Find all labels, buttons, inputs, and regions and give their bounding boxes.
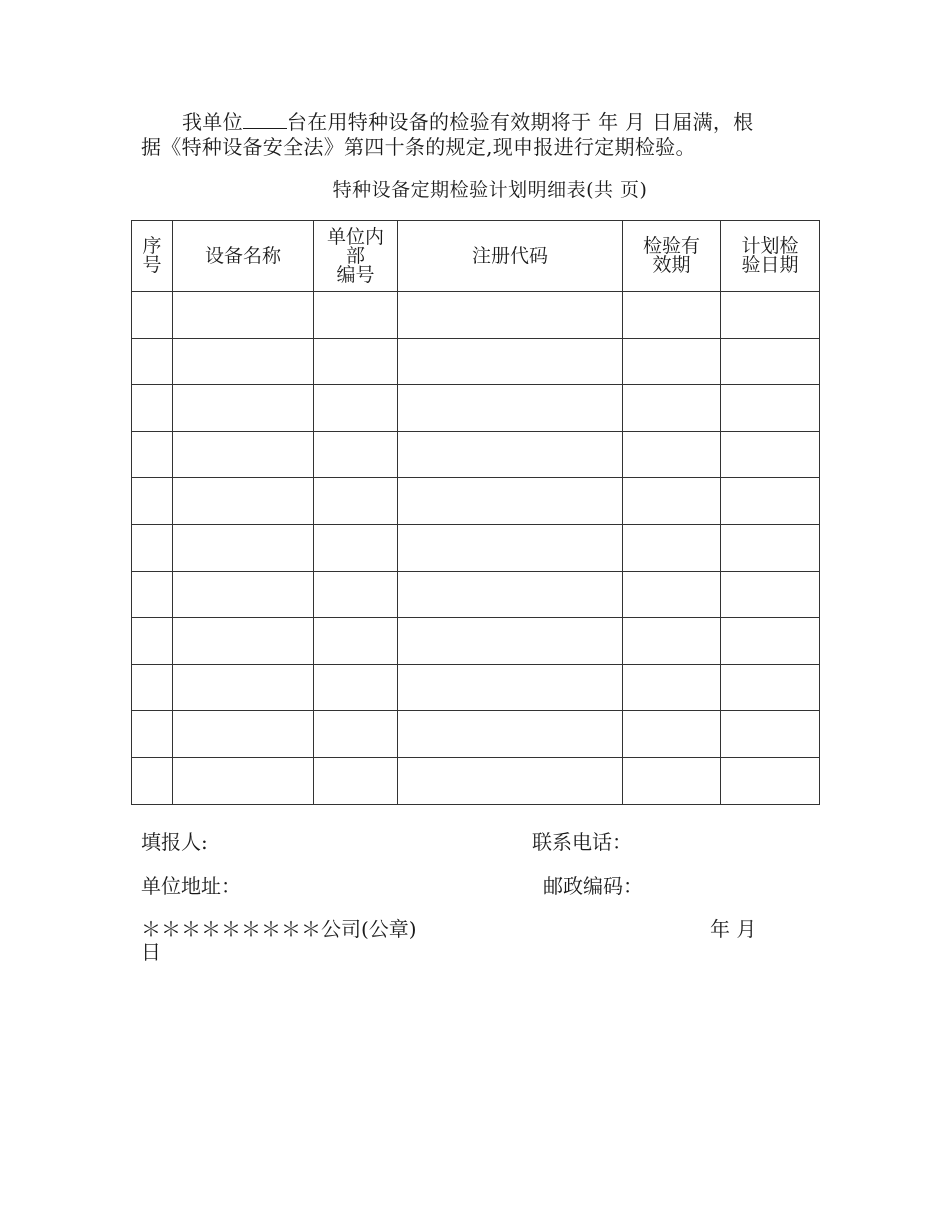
intro-line-1 xyxy=(141,110,811,135)
cell-internal-number[interactable] xyxy=(314,664,398,711)
header-line: 编号 xyxy=(336,263,375,286)
cell-planned-date[interactable] xyxy=(721,618,820,665)
table-row xyxy=(132,524,820,571)
unit-count-blank[interactable] xyxy=(243,110,287,129)
cell-internal-number[interactable] xyxy=(314,292,398,339)
cell-planned-date[interactable] xyxy=(721,338,820,385)
cell-planned-date[interactable] xyxy=(721,478,820,525)
cell-equipment-name[interactable] xyxy=(173,385,314,432)
cell-equipment-name[interactable] xyxy=(173,571,314,618)
cell-equipment-name[interactable] xyxy=(173,292,314,339)
header-line: 检验有 xyxy=(642,235,700,257)
cell-planned-date[interactable] xyxy=(721,664,820,711)
cell-planned-date[interactable] xyxy=(721,524,820,571)
cell-registration-code[interactable] xyxy=(398,524,623,571)
cell-registration-code[interactable] xyxy=(398,338,623,385)
cell-equipment-name[interactable] xyxy=(173,757,314,804)
table-row xyxy=(132,478,820,525)
header-line: 单位内 xyxy=(326,225,384,248)
table-row xyxy=(132,757,820,804)
cell-planned-date[interactable] xyxy=(721,571,820,618)
cell-planned-date[interactable] xyxy=(721,431,820,478)
table-row xyxy=(132,292,820,339)
table-row xyxy=(132,711,820,758)
cell-validity[interactable] xyxy=(623,711,721,758)
date-year-month-label: 年 月 xyxy=(710,917,757,941)
cell-validity[interactable] xyxy=(623,292,721,339)
table-title: 特种设备定期检验计划明细表(共 页) xyxy=(332,179,648,201)
cell-registration-code[interactable] xyxy=(398,292,623,339)
cell-internal-number[interactable] xyxy=(314,571,398,618)
cell-planned-date[interactable] xyxy=(721,385,820,432)
header-line: 序 xyxy=(142,235,162,257)
cell-equipment-name[interactable] xyxy=(173,524,314,571)
cell-registration-code[interactable] xyxy=(398,757,623,804)
cell-serial[interactable] xyxy=(132,571,173,618)
cell-validity[interactable] xyxy=(623,338,721,385)
col-header-equipment-name xyxy=(173,221,314,292)
cell-registration-code[interactable] xyxy=(398,664,623,711)
intro-line-1-prefix: 我单位 xyxy=(182,110,243,134)
cell-validity[interactable] xyxy=(623,478,721,525)
phone-label: 联系电话： xyxy=(532,830,632,854)
cell-registration-code[interactable] xyxy=(398,571,623,618)
cell-validity[interactable] xyxy=(623,571,721,618)
cell-equipment-name[interactable] xyxy=(173,618,314,665)
cell-internal-number[interactable] xyxy=(314,385,398,432)
header-line: 号 xyxy=(142,254,162,276)
header-line: 验日期 xyxy=(741,254,799,276)
cell-validity[interactable] xyxy=(623,664,721,711)
intro-line-2: 据《特种设备安全法》第四十条的规定,现申报进行定期检验。 xyxy=(141,135,696,159)
cell-validity[interactable] xyxy=(623,385,721,432)
col-header-planned-date xyxy=(721,221,820,292)
cell-equipment-name[interactable] xyxy=(173,664,314,711)
cell-serial[interactable] xyxy=(132,338,173,385)
cell-validity[interactable] xyxy=(623,524,721,571)
cell-registration-code[interactable] xyxy=(398,385,623,432)
intro-line-1-suffix: 台在用特种设备的检验有效期将于 年 月 日届满，根 xyxy=(286,110,754,134)
cell-internal-number[interactable] xyxy=(314,478,398,525)
cell-validity[interactable] xyxy=(623,431,721,478)
cell-serial[interactable] xyxy=(132,711,173,758)
col-header-registration-code xyxy=(398,221,623,292)
intro-paragraph xyxy=(141,110,811,160)
cell-registration-code[interactable] xyxy=(398,478,623,525)
table-row xyxy=(132,431,820,478)
cell-serial[interactable] xyxy=(132,524,173,571)
table-row xyxy=(132,618,820,665)
postal-code-label: 邮政编码： xyxy=(543,874,643,898)
cell-internal-number[interactable] xyxy=(314,524,398,571)
cell-registration-code[interactable] xyxy=(398,618,623,665)
company-seal-label: ＊＊＊＊＊＊＊＊＊公司(公章) xyxy=(141,917,417,941)
cell-equipment-name[interactable] xyxy=(173,431,314,478)
cell-serial[interactable] xyxy=(132,292,173,339)
cell-validity[interactable] xyxy=(623,618,721,665)
cell-serial[interactable] xyxy=(132,385,173,432)
table-header-row xyxy=(132,221,820,292)
col-header-serial xyxy=(132,221,173,292)
cell-planned-date[interactable] xyxy=(721,292,820,339)
table-body xyxy=(132,292,820,805)
col-header-validity xyxy=(623,221,721,292)
col-header-internal-number xyxy=(314,221,398,292)
cell-equipment-name[interactable] xyxy=(173,711,314,758)
cell-equipment-name[interactable] xyxy=(173,478,314,525)
table-row xyxy=(132,664,820,711)
cell-internal-number[interactable] xyxy=(314,757,398,804)
table-row xyxy=(132,338,820,385)
cell-registration-code[interactable] xyxy=(398,431,623,478)
header-line: 设备名称 xyxy=(204,244,281,267)
header-line: 部 xyxy=(345,244,365,267)
cell-serial[interactable] xyxy=(132,431,173,478)
cell-registration-code[interactable] xyxy=(398,711,623,758)
cell-planned-date[interactable] xyxy=(721,757,820,804)
table-row xyxy=(132,385,820,432)
inspection-plan-table xyxy=(131,220,820,805)
cell-internal-number[interactable] xyxy=(314,711,398,758)
cell-serial[interactable] xyxy=(132,478,173,525)
header-line: 注册代码 xyxy=(471,244,548,267)
address-label: 单位地址： xyxy=(141,874,241,898)
cell-internal-number[interactable] xyxy=(314,618,398,665)
header-line: 计划检 xyxy=(741,235,799,257)
date-day-label: 日 xyxy=(141,940,161,964)
cell-validity[interactable] xyxy=(623,757,721,804)
cell-equipment-name[interactable] xyxy=(173,338,314,385)
cell-serial[interactable] xyxy=(132,664,173,711)
reporter-label: 填报人: xyxy=(141,830,208,854)
cell-planned-date[interactable] xyxy=(721,711,820,758)
cell-internal-number[interactable] xyxy=(314,338,398,385)
cell-serial[interactable] xyxy=(132,757,173,804)
cell-serial[interactable] xyxy=(132,618,173,665)
cell-internal-number[interactable] xyxy=(314,431,398,478)
table-row xyxy=(132,571,820,618)
header-line: 效期 xyxy=(652,254,691,276)
